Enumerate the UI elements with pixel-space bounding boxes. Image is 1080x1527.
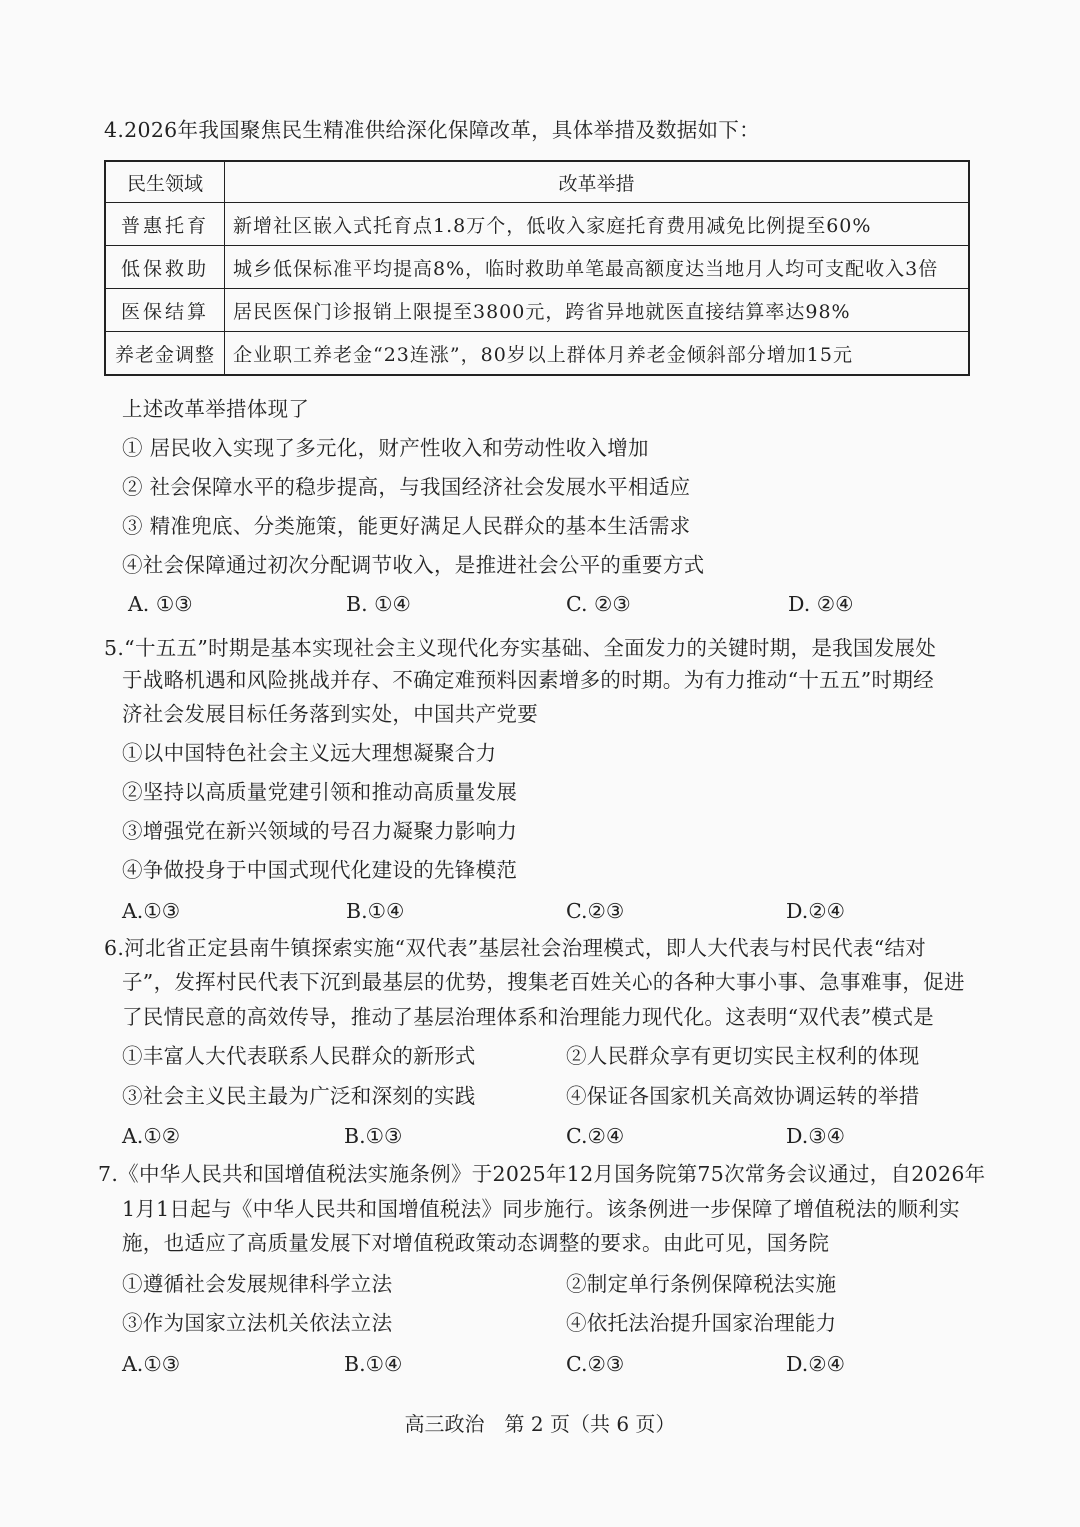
q5-item-2: ②坚持以高质量党建引领和推动高质量发展 bbox=[122, 780, 518, 804]
q7-option-c[interactable]: C.②③ bbox=[566, 1352, 625, 1376]
table-cell-field: 普惠托育 bbox=[105, 203, 225, 246]
reform-table bbox=[104, 160, 970, 376]
q4-lead: 上述改革举措体现了 bbox=[122, 397, 310, 421]
table-row bbox=[105, 289, 969, 332]
q4-option-c[interactable]: C. ②③ bbox=[566, 592, 631, 616]
q5-option-d[interactable]: D.②④ bbox=[786, 899, 845, 923]
table-header-field: 民生领域 bbox=[105, 161, 225, 203]
q5-option-a[interactable]: A.①③ bbox=[122, 899, 181, 923]
table-header-row bbox=[105, 161, 969, 203]
table-cell-measure: 居民医保门诊报销上限提至3800元，跨省异地就医直接结算率达98% bbox=[225, 289, 970, 332]
q7-item-4: ④依托法治提升国家治理能力 bbox=[566, 1311, 837, 1335]
q6-item-4: ④保证各国家机关高效协调运转的举措 bbox=[566, 1084, 920, 1108]
table-cell-field: 养老金调整 bbox=[105, 332, 225, 376]
q7-item-1: ①遵循社会发展规律科学立法 bbox=[122, 1272, 393, 1296]
q5-stem-line-3: 济社会发展目标任务落到实处，中国共产党要 bbox=[122, 702, 538, 726]
table-cell-measure: 企业职工养老金“23连涨”，80岁以上群体月养老金倾斜部分增加15元 bbox=[225, 332, 970, 376]
q6-stem-line-1: 6.河北省正定县南牛镇探索实施“双代表”基层社会治理模式，即人大代表与村民代表“结对 bbox=[104, 936, 927, 960]
q7-item-2: ②制定单行条例保障税法实施 bbox=[566, 1272, 837, 1296]
table-cell-measure: 新增社区嵌入式托育点1.8万个，低收入家庭托育费用减免比例提至60% bbox=[225, 203, 970, 246]
q4-item-1: ① 居民收入实现了多元化，财产性收入和劳动性收入增加 bbox=[122, 436, 649, 460]
q4-item-2: ② 社会保障水平的稳步提高，与我国经济社会发展水平相适应 bbox=[122, 475, 691, 499]
table-cell-field: 医保结算 bbox=[105, 289, 225, 332]
q5-item-1: ①以中国特色社会主义远大理想凝聚合力 bbox=[122, 741, 497, 765]
q6-option-b[interactable]: B.①③ bbox=[344, 1124, 403, 1148]
page-footer: 高三政治 第 2 页（共 6 页） bbox=[404, 1412, 676, 1436]
q7-stem-line-1: 7.《中华人民共和国增值税法实施条例》于2025年12月国务院第75次常务会议通过，自2026年 bbox=[98, 1162, 986, 1186]
table-header-measure: 改革举措 bbox=[225, 161, 970, 203]
table-row bbox=[105, 246, 969, 289]
q6-option-c[interactable]: C.②④ bbox=[566, 1124, 625, 1148]
q7-option-d[interactable]: D.②④ bbox=[786, 1352, 845, 1376]
q6-item-3: ③社会主义民主最为广泛和深刻的实践 bbox=[122, 1084, 476, 1108]
q6-option-a[interactable]: A.①② bbox=[122, 1124, 181, 1148]
q6-stem-line-2: 子”，发挥村民代表下沉到最基层的优势，搜集老百姓关心的各种大事小事、急事难事，促进 bbox=[122, 970, 965, 994]
q4-option-d[interactable]: D. ②④ bbox=[788, 592, 854, 616]
q6-item-2: ②人民群众享有更切实民主权利的体现 bbox=[566, 1044, 920, 1068]
q4-item-3: ③ 精准兜底、分类施策，能更好满足人民群众的基本生活需求 bbox=[122, 514, 691, 538]
q6-item-1: ①丰富人大代表联系人民群众的新形式 bbox=[122, 1044, 476, 1068]
table-cell-field: 低保救助 bbox=[105, 246, 225, 289]
q7-option-b[interactable]: B.①④ bbox=[344, 1352, 403, 1376]
q5-stem-line-2: 于战略机遇和风险挑战并存、不确定难预料因素增多的时期。为有力推动“十五五”时期经 bbox=[122, 668, 934, 692]
q4-option-b[interactable]: B. ①④ bbox=[346, 592, 411, 616]
q5-item-4: ④争做投身于中国式现代化建设的先锋模范 bbox=[122, 858, 518, 882]
q6-option-d[interactable]: D.③④ bbox=[786, 1124, 845, 1148]
q5-item-3: ③增强党在新兴领域的号召力凝聚力影响力 bbox=[122, 819, 518, 843]
q4-item-4: ④社会保障通过初次分配调节收入，是推进社会公平的重要方式 bbox=[122, 553, 705, 577]
table-row bbox=[105, 332, 969, 376]
q6-stem-line-3: 了民情民意的高效传导，推动了基层治理体系和治理能力现代化。这表明“双代表”模式是 bbox=[122, 1005, 934, 1029]
q4-stem: 4.2026年我国聚焦民生精准供给深化保障改革，具体举措及数据如下： bbox=[104, 118, 760, 142]
q7-item-3: ③作为国家立法机关依法立法 bbox=[122, 1311, 393, 1335]
table-cell-measure: 城乡低保标准平均提高8%，临时救助单笔最高额度达当地月人均可支配收入3倍 bbox=[225, 246, 970, 289]
q7-stem-line-3: 施，也适应了高质量发展下对增值税政策动态调整的要求。由此可见，国务院 bbox=[122, 1231, 830, 1255]
q5-stem-line-1: 5.“十五五”时期是基本实现社会主义现代化夯实基础、全面发力的关键时期，是我国发展处 bbox=[104, 636, 937, 660]
table-row bbox=[105, 203, 969, 246]
q7-option-a[interactable]: A.①③ bbox=[122, 1352, 181, 1376]
q5-option-b[interactable]: B.①④ bbox=[346, 899, 405, 923]
q4-option-a[interactable]: A. ①③ bbox=[128, 592, 193, 616]
q7-stem-line-2: 1月1日起与《中华人民共和国增值税法》同步施行。该条例进一步保障了增值税法的顺利实 bbox=[122, 1197, 960, 1221]
q5-option-c[interactable]: C.②③ bbox=[566, 899, 625, 923]
